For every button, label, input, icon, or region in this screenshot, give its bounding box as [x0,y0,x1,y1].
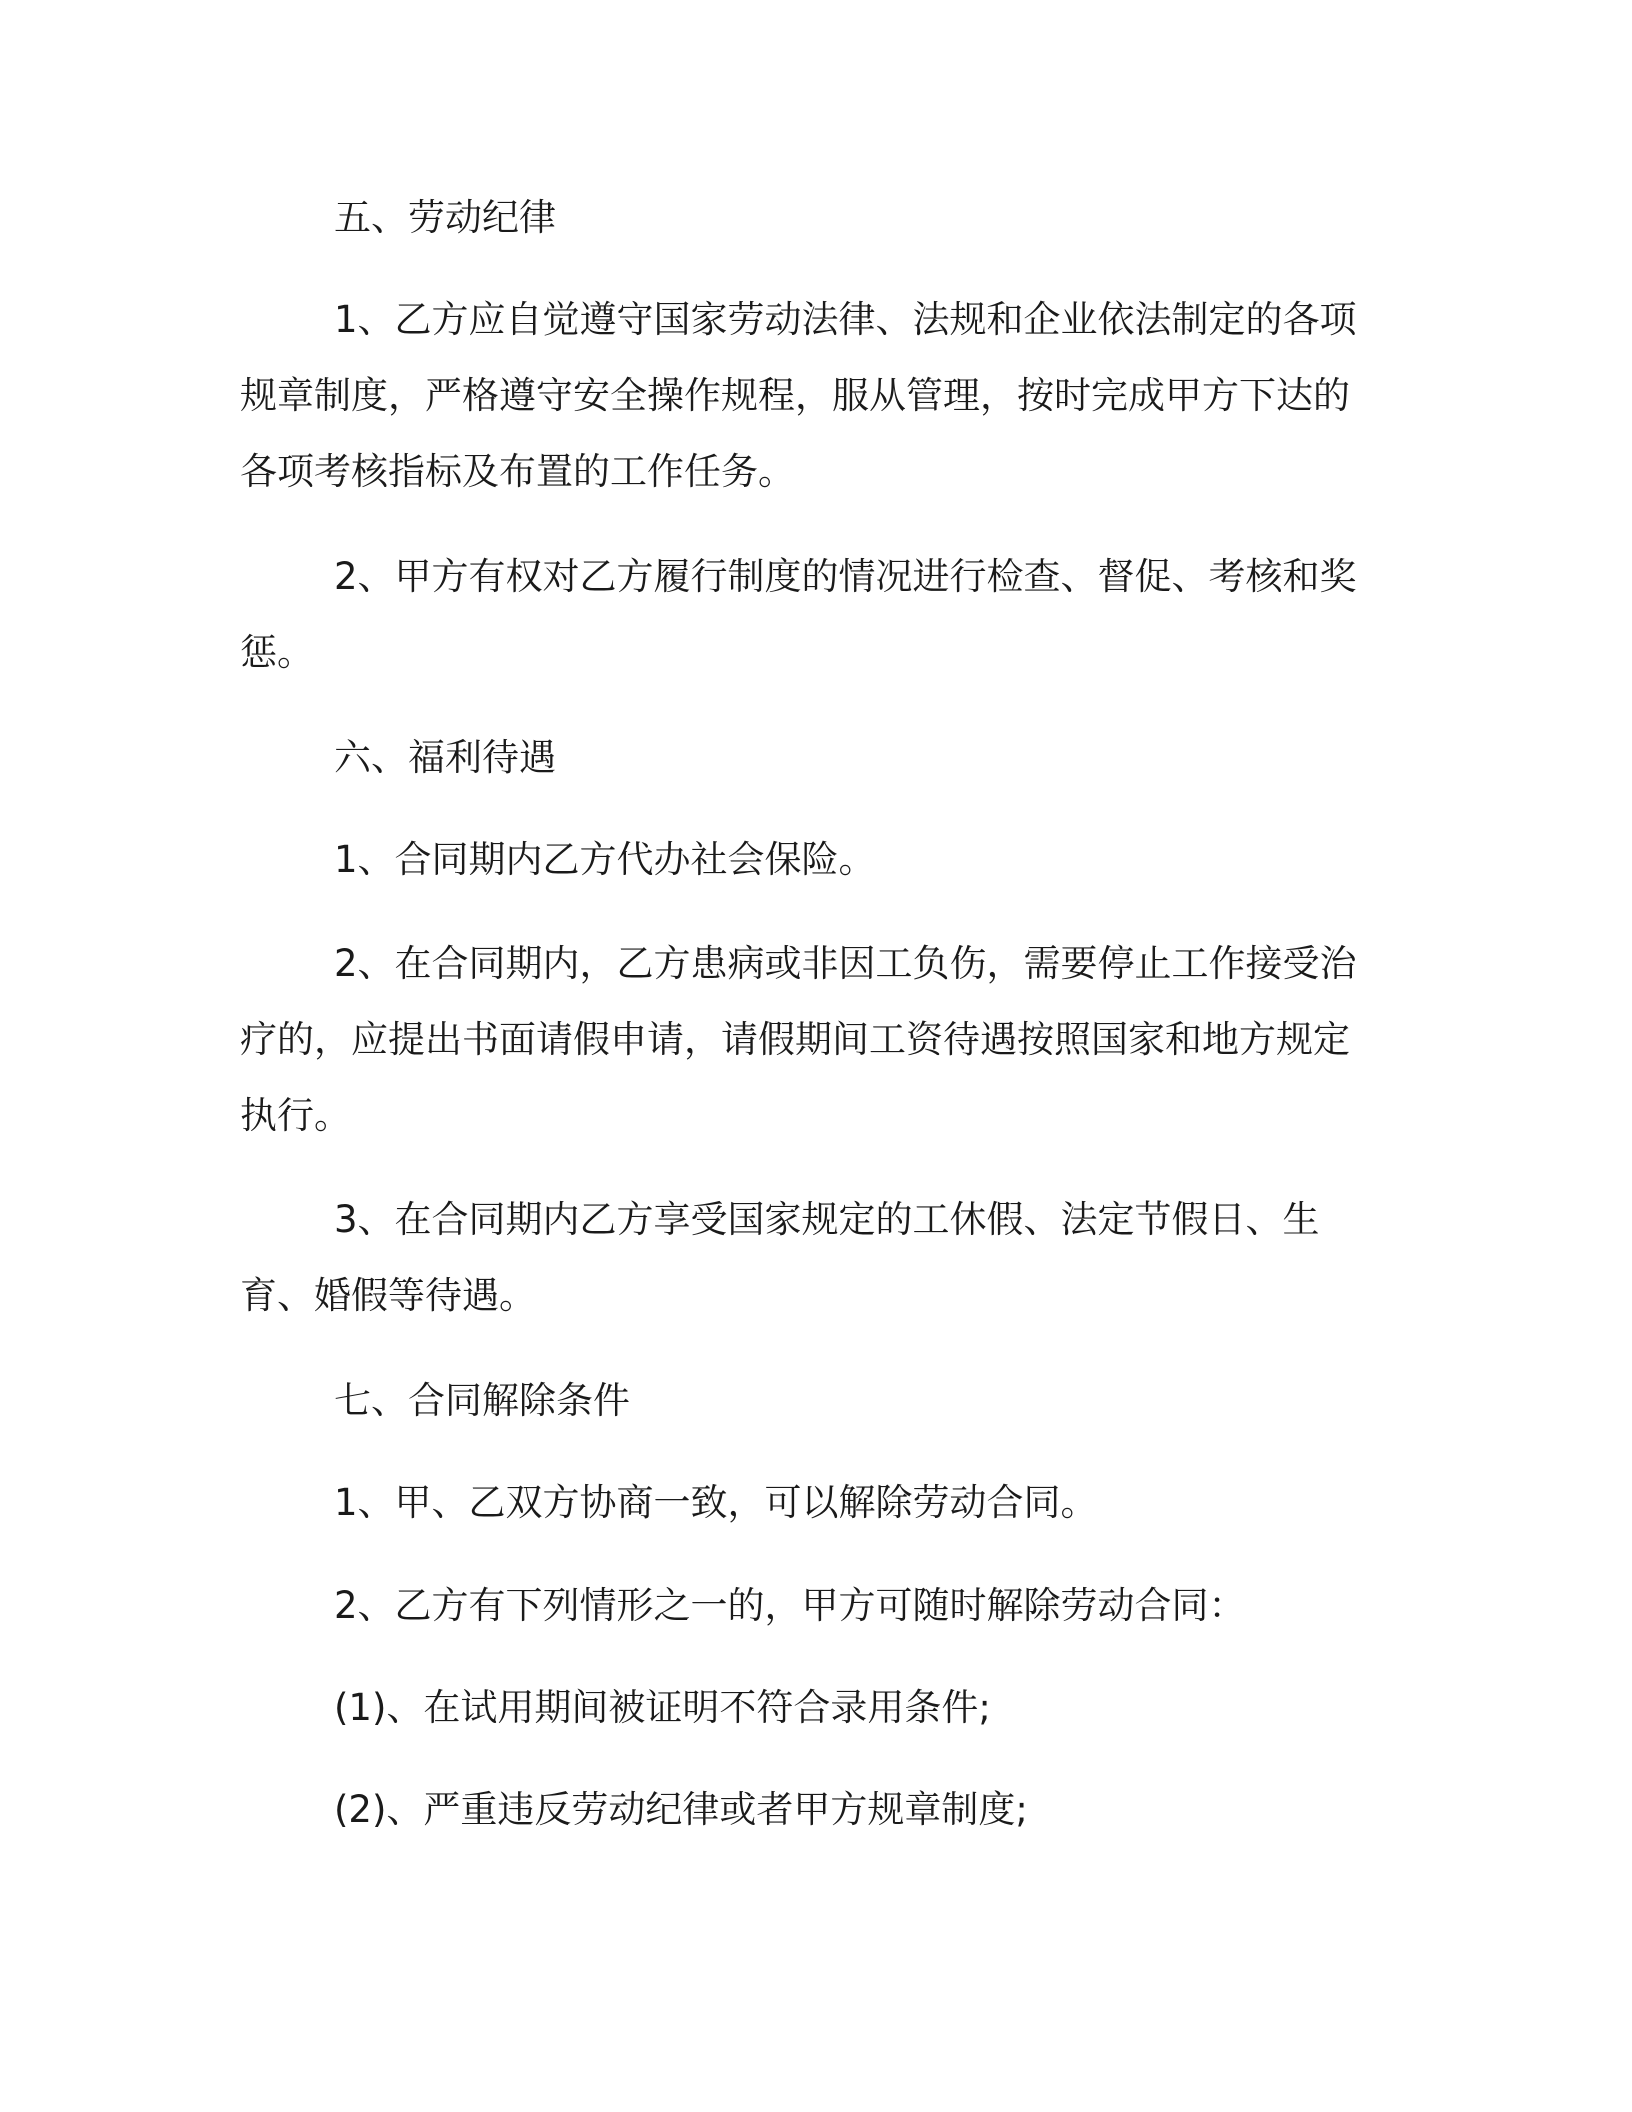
section-heading-termination: 七、合同解除条件 [334,1379,630,1422]
paragraph-termination-1: 1、甲、乙双方协商一致，可以解除劳动合同。 [334,1481,1098,1524]
paragraph-welfare-3: 3、在合同期内乙方享受国家规定的工休假、法定节假日、生育、婚假等待遇。 [240,1198,1320,1317]
paragraph-welfare-1: 1、合同期内乙方代办社会保险。 [334,838,876,881]
list-item-termination-1: (1)、在试用期间被证明不符合录用条件; [334,1686,991,1729]
section-heading-welfare: 六、福利待遇 [334,736,556,779]
paragraph-welfare-2: 2、在合同期内，乙方患病或非因工负伤，需要停止工作接受治疗的，应提出书面请假申请，请假期间工资待遇按照国家和地方规定执行。 [240,942,1357,1137]
list-item-termination-2: (2)、严重违反劳动纪律或者甲方规章制度; [334,1788,1028,1831]
section-heading-labor-discipline: 五、劳动纪律 [334,196,556,239]
paragraph-discipline-1: 1、乙方应自觉遵守国家劳动法律、法规和企业依法制定的各项规章制度，严格遵守安全操作规程，服从管理，按时完成甲方下达的各项考核指标及布置的工作任务。 [240,298,1357,493]
paragraph-termination-2: 2、乙方有下列情形之一的，甲方可随时解除劳动合同： [334,1584,1246,1627]
paragraph-discipline-2: 2、甲方有权对乙方履行制度的情况进行检查、督促、考核和奖惩。 [240,555,1357,674]
